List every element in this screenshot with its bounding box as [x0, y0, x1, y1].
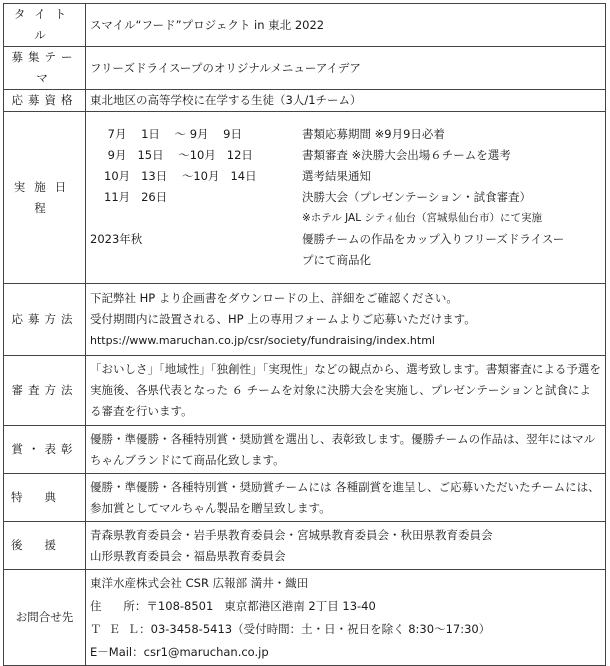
schedule-date: 7月 1日 ～ 9月 9日	[104, 127, 242, 141]
schedule-event-final-2: プにて商品化	[302, 253, 371, 267]
label-method: 応募方法	[4, 284, 86, 356]
schedule-item	[90, 166, 601, 187]
row-review	[4, 356, 606, 426]
value-review: 「おいしさ」「地域性」「独創性」「実現性」などの観点から、選考致します。書類審査による予選を実施後、各県代表となった ６ チームを対象に決勝大会を実施し、プレゼンテーションと試食による審査を行います。	[86, 356, 606, 426]
schedule-item-final	[90, 229, 601, 250]
value-theme: フリーズドライスープのオリジナルメニューアイデア	[86, 47, 606, 90]
row-support	[4, 522, 606, 570]
schedule-event-final-1: 優勝チームの作品をカップ入りフリーズドライスー	[302, 232, 565, 246]
label-theme: 募集テーマ	[4, 47, 86, 90]
schedule-event: 選考結果通知	[302, 169, 371, 183]
schedule-date-final: 2023年秋	[90, 232, 143, 246]
row-eligibility	[4, 90, 606, 112]
label-eligibility: 応募資格	[4, 90, 86, 112]
schedule-date: 11月 26日	[104, 190, 168, 204]
contact-org: 東洋水産株式会社 CSR 広報部 満井・織田	[90, 575, 309, 590]
schedule-date: 9月 15日 ～10月 12日	[104, 148, 253, 162]
support-line-1: 青森県教育委員会・岩手県教育委員会・宮城県教育委員会・秋田県教育委員会	[90, 527, 493, 542]
project-info-table	[3, 3, 606, 666]
value-perks: 優勝・準優勝・各種特別賞・奨励賞チームには 各種副賞を進呈し、ご応募いただいたチームには、参加賞としてマルちゃん製品を贈呈致します。	[86, 474, 606, 522]
label-contact: お問合せ先	[4, 570, 86, 666]
row-award	[4, 426, 606, 474]
row-perks	[4, 474, 606, 522]
value-award: 優勝・準優勝・各種特別賞・奨励賞を選出し、表彰致します。優勝チームの作品は、翌年にはマルちゃんブランドにて商品化致します。	[86, 426, 606, 474]
value-method	[86, 284, 606, 356]
value-schedule	[86, 112, 606, 284]
method-line-1: 下記弊社 HP より企画書をダウンロードの上、詳細をご確認ください。	[90, 291, 458, 305]
value-eligibility: 東北地区の高等学校に在学する生徒（3人/1チーム）	[86, 90, 606, 112]
method-url: https://www.maruchan.co.jp/csr/society/fundraising/index.html	[90, 334, 435, 347]
row-title	[4, 4, 606, 47]
schedule-item-final-cont	[90, 250, 601, 271]
row-method	[4, 284, 606, 356]
label-award: 賞・表彰	[4, 426, 86, 474]
schedule-item	[90, 187, 601, 208]
row-theme	[4, 47, 606, 90]
schedule-event: 書類応募期間 ※9月9日必着	[302, 127, 445, 141]
label-title: タイトル	[4, 4, 86, 47]
schedule-event: 決勝大会（プレゼンテーション・試食審査）	[302, 190, 532, 204]
schedule-venue-note-row	[90, 208, 601, 229]
label-perks: 特典	[4, 474, 86, 522]
contact-tel: Ｔ Ｅ Ｌ：03-3458-5413（受付時間：土・日・祝日を除く 8:30～17:30）	[90, 621, 491, 636]
value-support	[86, 522, 606, 570]
contact-address: 住 所：〒108-8501 東京都港区港南 2丁目 13-40	[90, 598, 376, 613]
method-line-2: 受付期間内に設置される、HP 上の専用フォームよりご応募いただけます。	[90, 312, 476, 326]
row-schedule	[4, 112, 606, 284]
label-support: 後援	[4, 522, 86, 570]
row-contact	[4, 570, 606, 666]
schedule-item	[90, 145, 601, 166]
schedule-date: 10月 13日 ～10月 14日	[104, 169, 257, 183]
contact-email: E－Mail：csr1@maruchan.co.jp	[90, 644, 269, 659]
value-contact	[86, 570, 606, 666]
label-review: 審査方法	[4, 356, 86, 426]
value-title: スマイル“フード”プロジェクト in 東北 2022	[86, 4, 606, 47]
schedule-item	[90, 124, 601, 145]
support-line-2: 山形県教育委員会・福島県教育委員会	[90, 548, 286, 563]
schedule-venue-note: ※ホテル JAL シティ仙台（宮城県仙台市）にて実施	[302, 212, 543, 224]
schedule-event: 書類審査 ※決勝大会出場６チームを選考	[302, 148, 511, 162]
label-schedule: 実施日程	[4, 112, 86, 284]
